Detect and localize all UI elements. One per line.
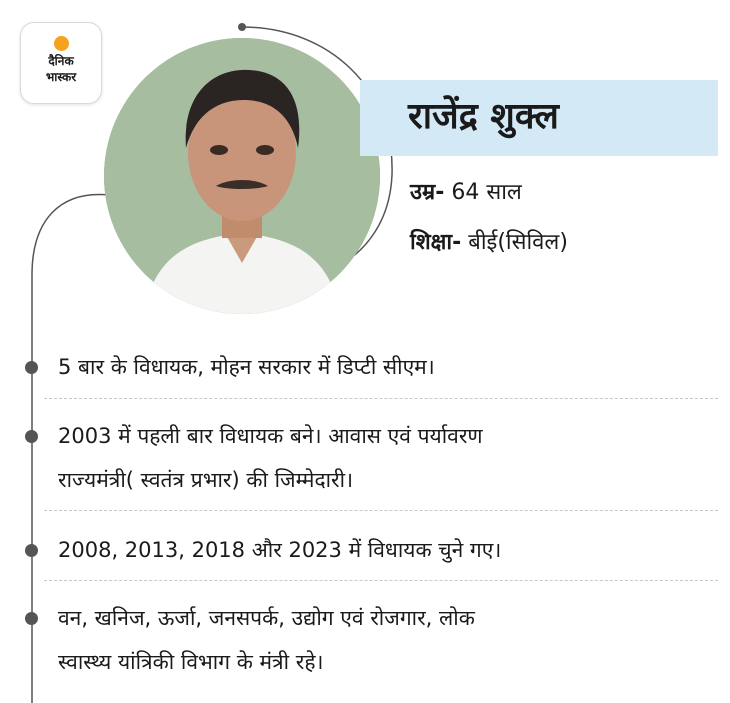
education-row [410, 228, 568, 258]
fact-item: 5 बार के विधायक, मोहन सरकार में डिप्टी सीएम। [58, 355, 435, 379]
timeline-bullet [25, 361, 38, 374]
profile-name: राजेंद्र शुक्ल [408, 96, 559, 137]
age-label: उम्र- [410, 180, 445, 205]
divider [44, 580, 718, 581]
fact-item: 2003 में पहली बार विधायक बने। आवास एवं पर्यावरण [58, 424, 483, 448]
fact-item: वन, खनिज, ऊर्जा, जनसपर्क, उद्योग एवं रोजगार, लोक [58, 606, 475, 630]
divider [44, 398, 718, 399]
education-value: बीई(सिविल) [468, 230, 568, 255]
portrait-photo [104, 38, 380, 314]
timeline-bullet [25, 544, 38, 557]
timeline-bullet [25, 612, 38, 625]
education-label: शिक्षा- [410, 230, 462, 255]
timeline-bullet [25, 430, 38, 443]
logo-text-line1: दैनिक [48, 54, 74, 68]
age-value: 64 साल [451, 180, 522, 205]
logo-text-line2: भास्कर [45, 70, 77, 84]
fact-item: 2008, 2013, 2018 और 2023 में विधायक चुने गए। [58, 538, 502, 562]
divider [44, 510, 718, 511]
age-row [410, 178, 522, 208]
fact-item-continued: राज्यमंत्री( स्वतंत्र प्रभार) की जिम्मेदारी। [58, 468, 354, 492]
timeline-start-dot [238, 23, 246, 31]
fact-item-continued: स्वास्थ्य यांत्रिकी विभाग के मंत्री रहे। [58, 650, 324, 674]
